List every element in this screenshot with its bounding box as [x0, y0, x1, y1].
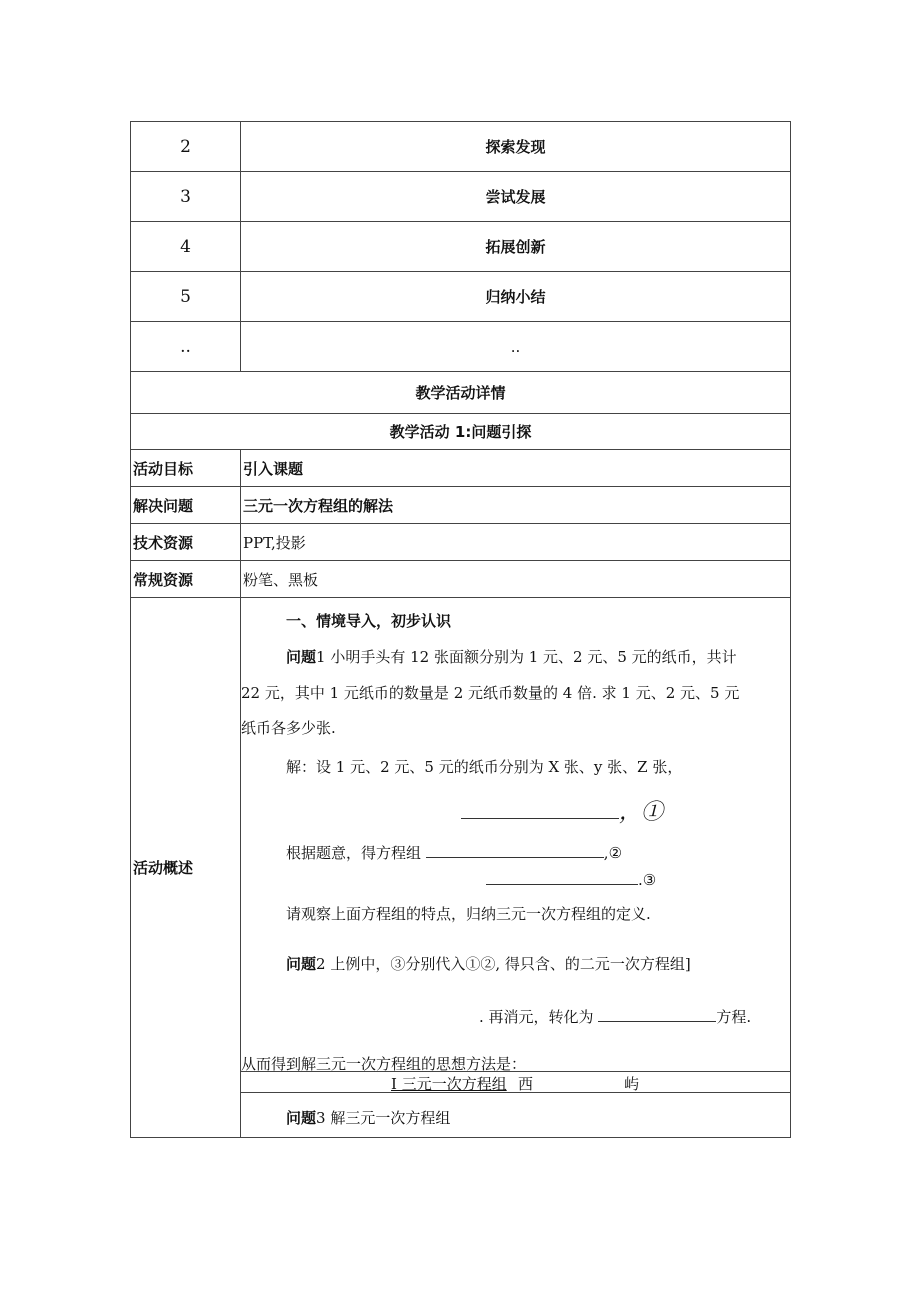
- info-row: [131, 524, 791, 561]
- activity-title-row: [131, 414, 791, 450]
- elim-line: [479, 1006, 751, 1027]
- phase-name: 归纳小结: [241, 272, 791, 322]
- q3-cell: [241, 1093, 791, 1138]
- q3-label: 问题: [286, 1109, 317, 1127]
- q1-line3: 纸币各多少张.: [241, 719, 336, 737]
- overview-label: 活动概述: [131, 598, 241, 1138]
- row-value: PPT,投影: [241, 524, 791, 561]
- phase-number: 5: [131, 272, 241, 322]
- phase-row: [131, 122, 791, 172]
- elim-blank: [598, 1007, 716, 1022]
- row-label: 常规资源: [131, 561, 241, 598]
- activity-title: 教学活动 1:问题引探: [131, 414, 791, 450]
- q2-text: 2 上例中，③分别代入①②, 得只含、的二元一次方程组]: [316, 955, 691, 973]
- eq1-blank: [461, 804, 619, 819]
- phase-row: [131, 172, 791, 222]
- q1-line2: 22 元，其中 1 元纸币的数量是 2 元纸币数量的 4 倍. 求 1 元、2 元、5 元: [241, 684, 740, 702]
- phase-row: [131, 222, 791, 272]
- q2-label: 问题: [286, 955, 317, 973]
- row-label: 活动目标: [131, 450, 241, 487]
- phase-name: ..: [241, 322, 791, 372]
- thought-line: 从而得到解三元一次方程组的思想方法是：: [241, 1055, 527, 1073]
- phase-name: 尝试发展: [241, 172, 791, 222]
- q1-text: 1 小明手头有 12 张面额分别为 1 元、2 元、5 元的纸币，共计: [316, 648, 737, 666]
- row-value: 引入课题: [241, 450, 791, 487]
- phase-number: 4: [131, 222, 241, 272]
- eq3-line: [486, 870, 656, 889]
- lesson-table: [130, 121, 791, 1138]
- row-value: 三元一次方程组的解法: [241, 487, 791, 524]
- row-label: 技术资源: [131, 524, 241, 561]
- elim-suffix: 方程.: [716, 1008, 752, 1026]
- q2-line: [286, 953, 691, 974]
- eq2-blank: [426, 843, 604, 858]
- phase-row: [131, 322, 791, 372]
- q1-line1: [286, 646, 737, 667]
- eq1-mark: ，①: [619, 800, 664, 825]
- lesson-table-page: [130, 121, 790, 1138]
- eq2-line: [286, 842, 622, 863]
- diagram-left: I 三元一次方程组: [391, 1075, 507, 1093]
- eq2-mark: ,②: [603, 844, 623, 862]
- phase-name: 拓展创新: [241, 222, 791, 272]
- eq1-line: [461, 795, 663, 826]
- eq3-mark: .③: [638, 871, 657, 889]
- details-title: 教学活动详情: [131, 372, 791, 414]
- overview-row: [131, 598, 791, 1072]
- details-title-row: [131, 372, 791, 414]
- method-diagram: [241, 1072, 791, 1093]
- q3-line: [286, 1107, 450, 1128]
- q1-label: 问题: [286, 648, 317, 666]
- section-heading: 一、情境导入，初步认识: [286, 612, 452, 630]
- q3-text: 3 解三元一次方程组: [316, 1109, 451, 1127]
- info-row: [131, 561, 791, 598]
- row-label: 解决问题: [131, 487, 241, 524]
- phase-number: 2: [131, 122, 241, 172]
- info-row: [131, 487, 791, 524]
- diagram-mid: 西: [518, 1075, 534, 1093]
- elim-prefix: . 再消元，转化为: [479, 1008, 594, 1026]
- phase-number: 3: [131, 172, 241, 222]
- overview-content: [241, 598, 791, 1072]
- phase-row: [131, 272, 791, 322]
- row-value: 粉笔、黑板: [241, 561, 791, 598]
- info-row: [131, 450, 791, 487]
- phase-number: ..: [131, 322, 241, 372]
- eq3-blank: [486, 870, 638, 885]
- phase-name: 探索发现: [241, 122, 791, 172]
- diagram-right: 屿: [624, 1075, 640, 1093]
- eq-intro: 根据题意，得方程组: [286, 844, 422, 862]
- observe-line: 请观察上面方程组的特点，归纳三元一次方程组的定义.: [286, 905, 651, 923]
- solution-line: 解：设 1 元、2 元、5 元的纸币分别为 X 张、y 张、Z 张，: [286, 758, 683, 776]
